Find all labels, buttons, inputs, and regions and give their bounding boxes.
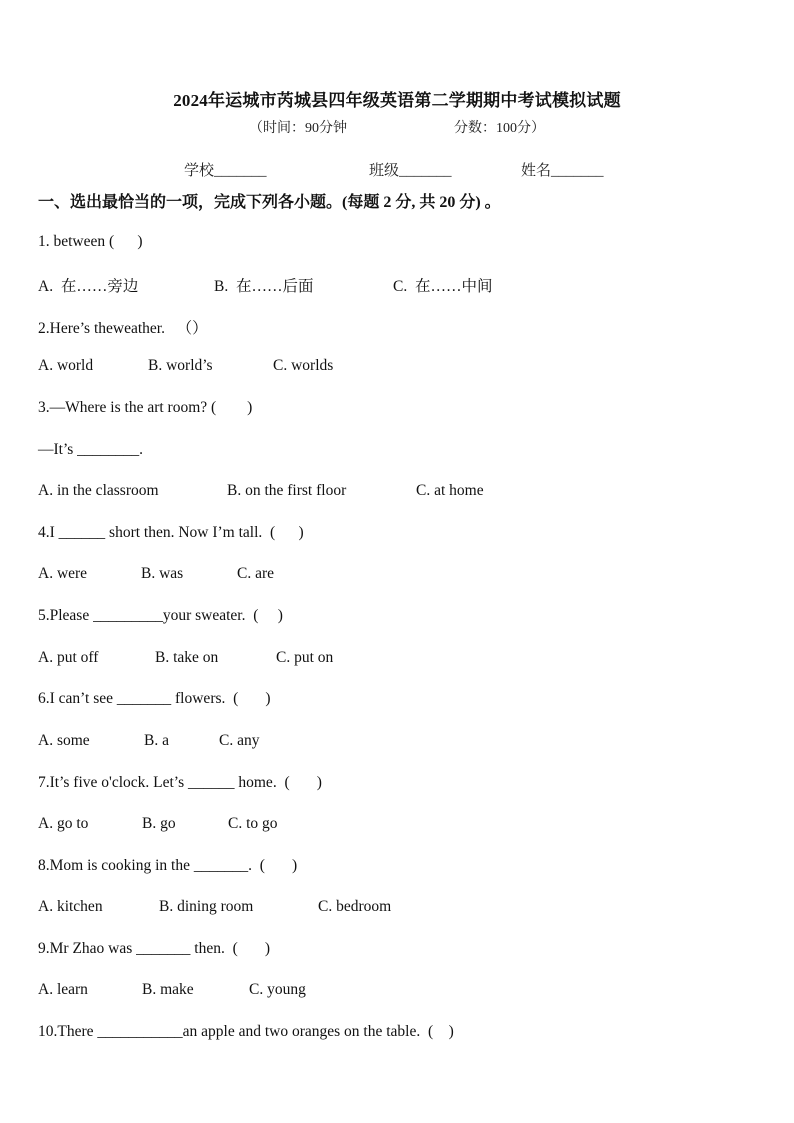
question-stem: 8.Mom is cooking in the _______. ( ) — [38, 857, 298, 874]
question-stem: 5.Please _________your sweater. ( ) — [38, 607, 283, 624]
option-a: A. 在……旁边 — [38, 278, 139, 295]
option-c: C. put on — [276, 649, 334, 666]
option-c: C. bedroom — [318, 898, 392, 915]
option-a: A. some — [38, 732, 90, 749]
option-a: A. learn — [38, 981, 88, 998]
option-b: B. 在……后面 — [214, 278, 314, 295]
question-stem: 2.Here’s theweather. （） — [38, 320, 208, 337]
option-b: B. make — [142, 981, 194, 998]
question-stem: 9.Mr Zhao was _______ then. ( ) — [38, 940, 271, 957]
option-b: B. go — [142, 815, 176, 832]
class-field: 班级_______ — [369, 163, 452, 179]
option-c: C. young — [249, 981, 306, 998]
option-c: C. are — [237, 565, 275, 582]
question-stem: 4.I ______ short then. Now I’m tall. ( ) — [38, 524, 304, 541]
question-stem-continued: —It’s ________. — [38, 441, 144, 458]
option-c: C. any — [219, 732, 260, 749]
question-stem: 6.I can’t see _______ flowers. ( ) — [38, 690, 271, 707]
question-stem: 1. between ( ) — [38, 233, 143, 250]
option-b: B. a — [144, 732, 169, 749]
time-limit: （时间：90分钟 — [249, 121, 347, 136]
exam-title: 2024年运城市芮城县四年级英语第二学期期中考试模拟试题 — [173, 91, 621, 110]
option-a: A. world — [38, 357, 94, 374]
option-c: C. at home — [416, 482, 484, 499]
option-b: B. world’s — [148, 357, 213, 374]
option-a: A. kitchen — [38, 898, 103, 915]
exam-meta — [0, 117, 794, 137]
option-c: C. 在……中间 — [393, 278, 493, 295]
option-a: A. in the classroom — [38, 482, 159, 499]
option-c: C. worlds — [273, 357, 334, 374]
option-b: B. on the first floor — [227, 482, 347, 499]
option-c: C. to go — [228, 815, 278, 832]
total-score: 分数：100分） — [454, 121, 545, 136]
question-stem: 7.It’s five o'clock. Let’s ______ home. ( ) — [38, 774, 322, 791]
option-a: A. were — [38, 565, 88, 582]
option-b: B. take on — [155, 649, 219, 666]
name-field: 姓名_______ — [521, 163, 604, 179]
question-stem: 3.—Where is the art room? ( ) — [38, 399, 253, 416]
school-field: 学校_______ — [184, 163, 267, 179]
option-b: B. dining room — [159, 898, 254, 915]
option-a: A. put off — [38, 649, 99, 666]
question-stem: 10.There ___________an apple and two oranges on the table. ( ) — [38, 1023, 454, 1040]
section-heading: 一、选出最恰当的一项，完成下列各小题。(每题 2 分, 共 20 分) 。 — [38, 194, 501, 211]
option-b: B. was — [141, 565, 184, 582]
option-a: A. go to — [38, 815, 89, 832]
